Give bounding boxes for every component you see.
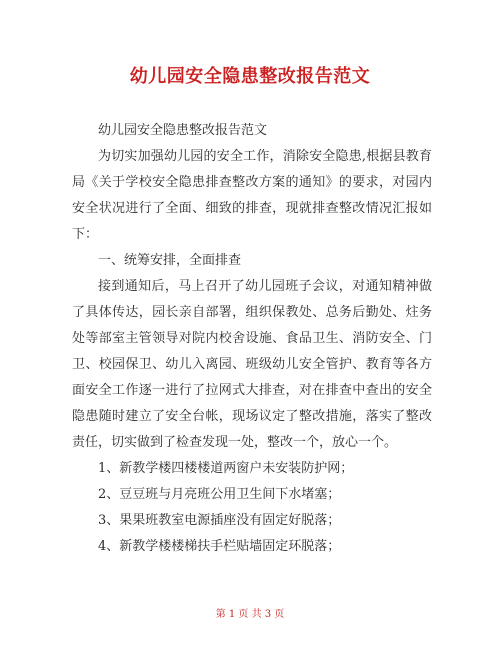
list-item-1: 1、新教学楼四楼楼道两窗户未安装防护网；	[98, 461, 354, 476]
list-item-3: 3、果果班教室电源插座没有固定好脱落；	[98, 513, 341, 528]
subtitle-paragraph: 幼儿园安全隐患整改报告范文	[98, 123, 268, 138]
section-heading: 一、统筹安排，全面排查	[98, 253, 242, 268]
document-title: 幼儿园安全隐患整改报告范文	[129, 66, 371, 87]
page-number-footer: 第 1 页 共 3 页	[215, 609, 285, 620]
list-item-2: 2、豆豆班与月亮班公用卫生间下水堵塞；	[98, 487, 341, 502]
body-paragraph: 接到通知后，马上召开了幼儿园班子会议，对通知精神做了具体传达，园长亲自部署，组织保教处、总务后勤处、炷务处等部室主管领导对院内校舍设施、食品卫生、消防安全、门卫、校园保卫、幼儿入离园、班级幼儿安全管护、教育等各方面安全工作逐一进行了拉网式大排查，对在排查中查出的安全隐患随时建立了安全台帐，现场议定了整改措施，落实了整改责任，切实做到了检查发现一处，整改一个，放心一个。	[72, 279, 432, 450]
document-body	[72, 118, 432, 560]
list-item-4: 4、新教学楼楼梯扶手栏贴墙固定环脱落；	[98, 539, 341, 554]
intro-paragraph: 为切实加强幼儿园的安全工作，消除安全隐患,根据县教育局《关于学校安全隐患排查整改方案的通知》的要求，对园内安全状况进行了全面、细致的排查，现就排查整改情况汇报如下：	[72, 149, 432, 242]
